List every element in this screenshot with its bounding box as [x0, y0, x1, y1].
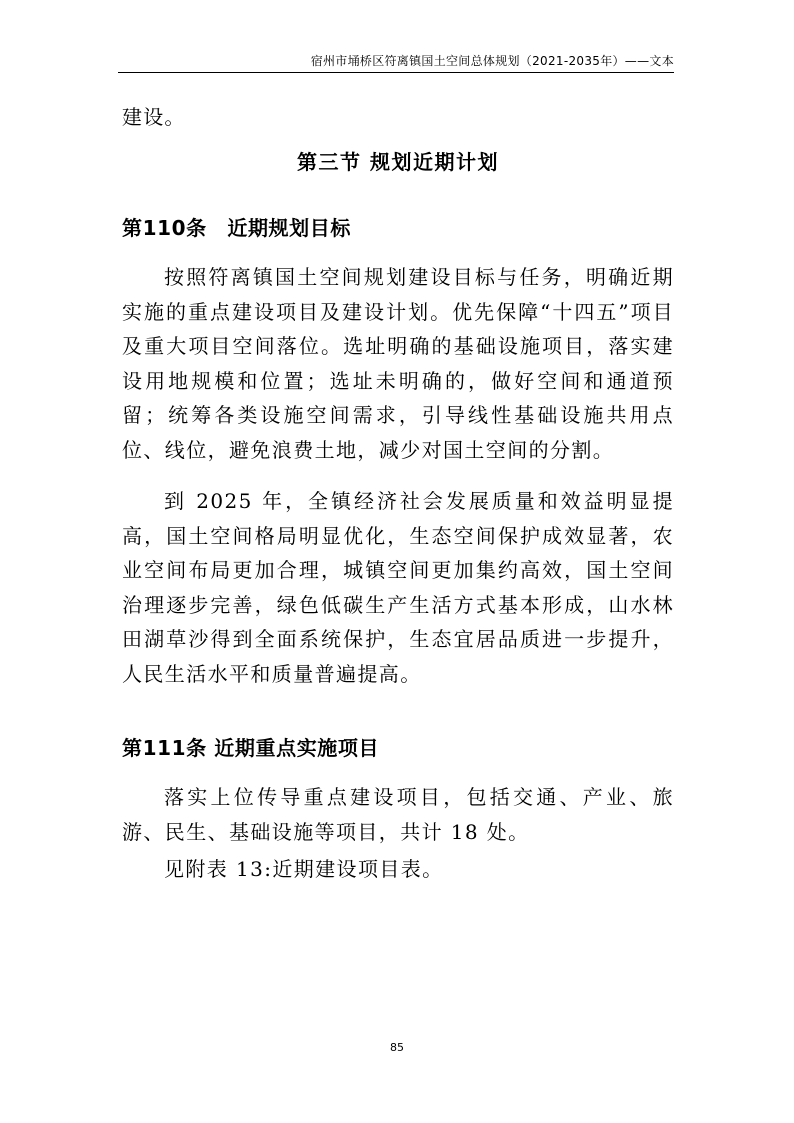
running-header: 宿州市埇桥区符离镇国土空间总体规划（2021-2035年）——文本: [310, 54, 674, 68]
header-divider: [118, 72, 674, 73]
article-111-paragraph-1: 落实上位传导重点建设项目，包括交通、产业、旅游、民生、基础设施等项目，共计 18 处。: [122, 785, 674, 844]
article-110-title: 第110条 近期规划目标: [122, 216, 351, 240]
article-110-paragraph-1: 按照符离镇国土空间规划建设目标与任务，明确近期实施的重点建设项目及建设计划。优先保障“十四五”项目及重大项目空间落位。选址明确的基础设施项目，落实建设用地规模和位置；选址未明确的，做好空间和通道预留；统筹各类设施空间需求，引导线性基础设施共用点位、线位，避免浪费土地，减少对国土空间的分割。: [122, 265, 674, 462]
article-111-paragraph-2: 见附表 13:近期建设项目表。: [164, 857, 444, 881]
article-111-title: 第111条 近期重点实施项目: [122, 736, 380, 760]
continued-text: 建设。: [122, 105, 186, 129]
article-110-paragraph-2: 到 2025 年，全镇经济社会发展质量和效益明显提高，国土空间格局明显优化，生态空间保护成效显著，农业空间布局更加合理，城镇空间更加集约高效，国土空间治理逐步完善，绿色低碳生产生活方式基本形成，山水林田湖草沙得到全面系统保护，生态宜居品质进一步提升，人民生活水平和质量普遍提高。: [122, 489, 674, 686]
section-title: 第三节 规划近期计划: [297, 150, 499, 174]
page-number: 85: [390, 1041, 404, 1054]
